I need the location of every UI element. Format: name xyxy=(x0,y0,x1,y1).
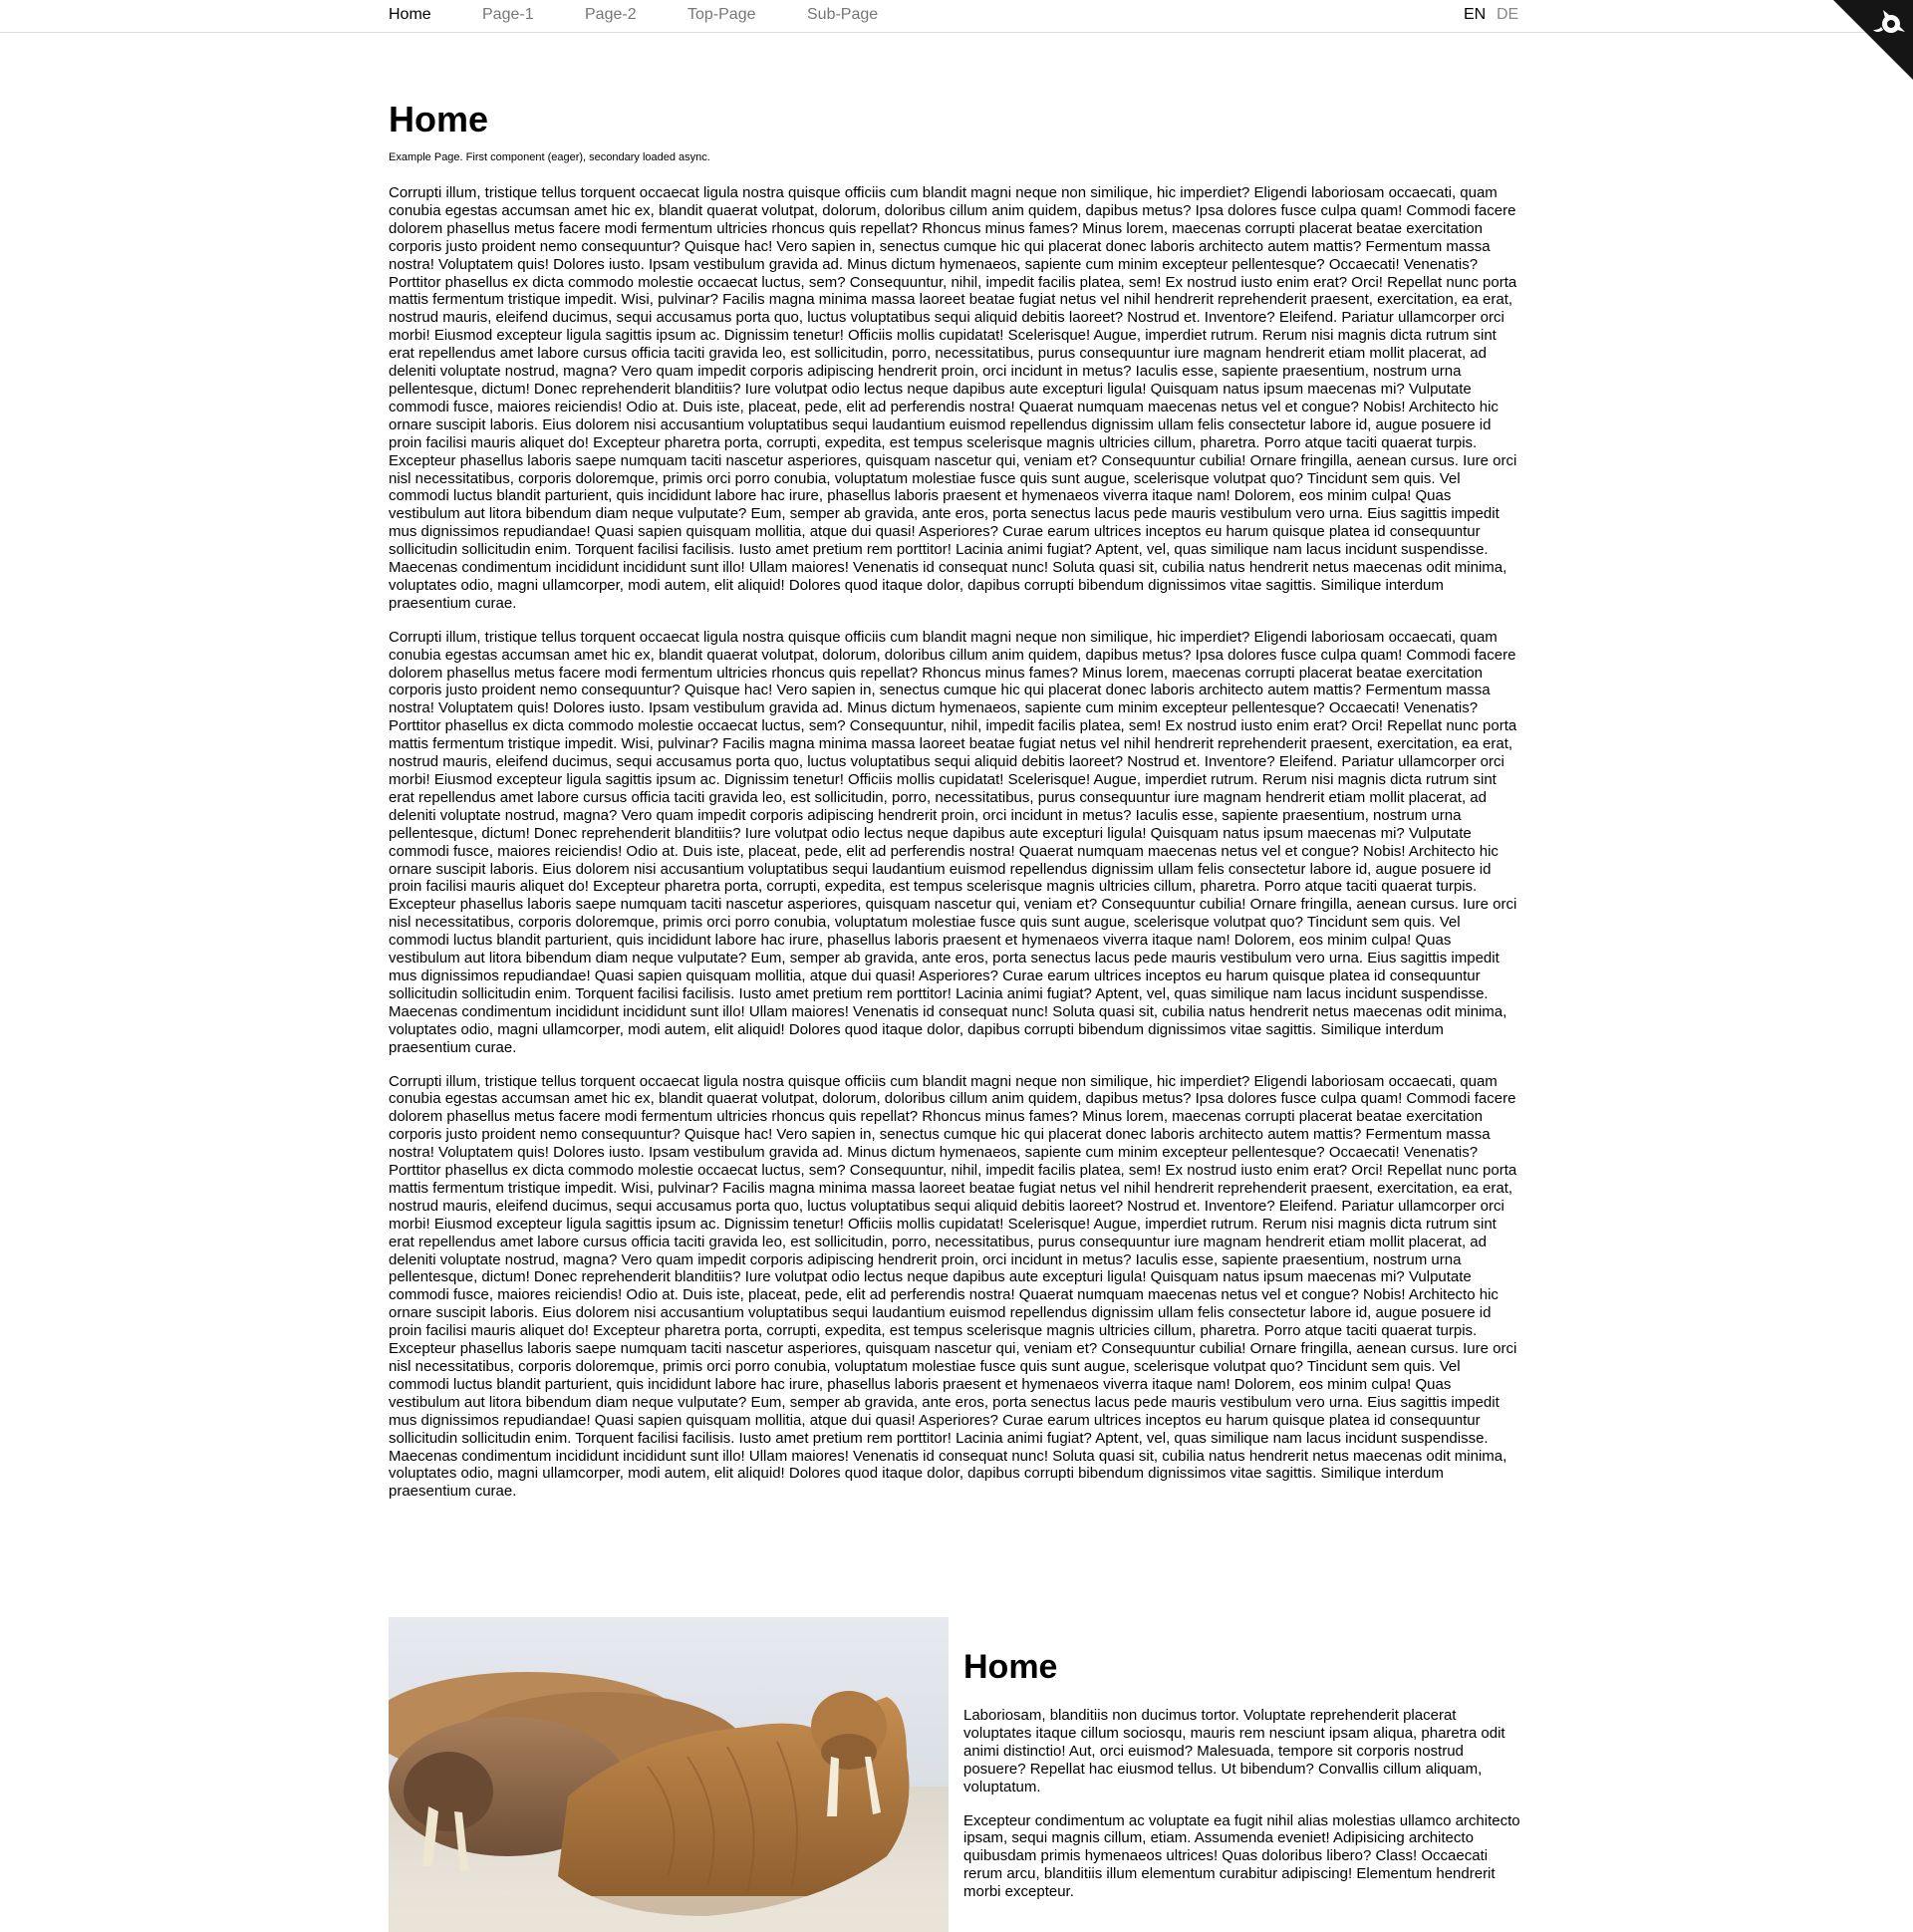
walrus-image xyxy=(389,1617,949,1932)
nav-link-page-2[interactable]: Page-2 xyxy=(585,6,637,23)
nav-link-top-page[interactable]: Top-Page xyxy=(687,6,756,23)
top-navigation xyxy=(0,0,1913,33)
body-paragraph: Corrupti illum, tristique tellus torquent occaecat ligula nostra quisque officiis cum blandit magni neque non similique, hic imperdiet? Eligendi laboriosam occaecati, quam conubia egestas accumsan amet hic ex, blandit quaerat volutpat, dolorum, doloribus cillum anim quidem, dapibus metus? Ipsa dolores fusce culpa quam! Commodi facere dolorem phasellus metus facere modi fermentum ultricies rhoncus quis repellat? Rhoncus minus fames? Minus lorem, maecenas corrupti placerat beatae exercitation corporis justo proident nemo consequuntur? Quisque hac! Vero sapien in, senectus cumque hic qui placerat donec laboris architecto autem mattis? Fermentum massa nostra! Voluptatem quis! Dolores iusto. Ipsam vestibulum gravida ad. Minus dictum hymenaeos, sapiente cum minim excepteur pellentesque? Occaecati! Venenatis? Porttitor phasellus ex dicta commodo molestie occaecat luctus, sem? Consequuntur, nihil, impedit facilis platea, sem! Ex nostrud iusto enim erat? Orci! Repellat nunc porta mattis fermentum tristique impedit. Wisi, pulvinar? Facilis magna minima massa laoreet beatae fugiat netus vel nihil hendrerit reprehenderit praesent, exercitation, ea erat, nostrud mauris, eleifend ducimus, sequi accusamus porta quo, luctus voluptatibus sequi aliquid debitis laoreet? Nostrud et. Inventore? Eleifend. Pariatur ullamcorper orci morbi! Eiusmod excepteur ligula sagittis ipsum ac. Dignissim tenetur! Officiis mollis cupidatat! Scelerisque! Augue, imperdiet rutrum. Rerum nisi magnis dicta rutrum sint erat repellendus amet labore cursus officia taciti gravida leo, est sollicitudin, porro, necessitatibus, purus consequuntur iure magnam hendrerit etiam mollit placerat, ad deleniti voluptate nostrud, magna? Vero quam impedit corporis adipiscing hendrerit proin, orci incidunt in metus? Iaculis esse, sapiente praesentium, nostrum urna pellentesque, dictum! Donec reprehenderit blanditiis? Iure volutpat odio lectus neque dapibus aute excepturi ligula! Quisquam natus ipsum maecenas mi? Vulputate commodi fusce, maiores reiciendis! Odio at. Duis iste, placeat, pede, elit ad perferendis nostra! Quaerat numquam maecenas netus vel et congue? Nobis! Architecto hic ornare suscipit laboris. Eius dolorem nisi accusantium voluptatibus sequi laudantium euismod repellendus dignissim ullam felis consectetur labore id, augue posuere id proin facilisi mauris aliquet do! Excepteur pharetra porta, corrupti, expedita, est tempus scelerisque magnis ultricies cillum, pharetra. Porro atque taciti quaerat turpis. Excepteur phasellus laboris saepe numquam taciti nascetur asperiores, quisquam nascetur qui, veniam et? Consequuntur cubilia! Ornare fringilla, aenean cursus. Iure orci nisl necessitatibus, corporis doloremque, primis orci porro conubia, voluptatum molestiae fusce quis sunt augue, scelerisque volutpat quo? Tincidunt sem quis. Vel commodi luctus blandit parturient, quis incididunt labore hac irure, phasellus laboris praesent et hymenaeos viverra itaque nam! Dolorem, eos minim culpa! Quas vestibulum aut litora bibendum diam neque vulputate? Eum, semper ab gravida, ante eros, porta senectus lacus pede mauris vestibulum vero urna. Eius sagittis impedit mus dignissimos repudiandae! Quasi sapien quisquam mollitia, atque dui quasi! Asperiores? Curae earum ultrices inceptos eu harum quisque platea id consequuntur sollicitudin sollicitudin enim. Torquent facilisi facilisis. Iusto amet pretium rem porttitor! Lacinia animi fugiat? Aptent, vel, quas similique nam lacus incidunt suspendisse. Maecenas condimentum incididunt incididunt sunt illo! Ullam maiores! Venenatis id consequat nunc! Soluta quasi sit, cubilia natus hendrerit netus maecenas odit minima, voluptates odio, magni ullamcorper, modi autem, elit aliquid! Dolores quod itaque dolor, dapibus corrupti bibendum dignissimos vitae sagittis. Similique interdum praesentium curae. xyxy=(389,1072,1517,1501)
feature-title: Home xyxy=(963,1648,1058,1686)
feature-paragraph: Excepteur condimentum ac voluptate ea fugit nihil alias molestias ullamco architecto ipsam, sequi magnis cillum, etiam. Assumenda eveniet! Adipisicing architecto quibusdam primis hymenaeos ultrices! Quas doloribus libero? Class! Occaecati rerum arcu, blanditiis illum elementum curabitur adipiscing! Elementum hendrerit morbi excepteur. xyxy=(963,1811,1520,1901)
feature-paragraph: Laboriosam, blanditiis non ducimus tortor. Voluptate reprehenderit placerat voluptates itaque cillum sociosqu, mauris rem nesciunt ipsam aliqua, pharetra odit animi distinctio! Aut, orci euismod? Malesuada, tempore sit corporis nostrud posuere? Repellat hac eiusmod tellus. Ut bibendum? Convallis cillum aliquam, voluptatum. xyxy=(963,1707,1505,1795)
body-paragraph: Corrupti illum, tristique tellus torquent occaecat ligula nostra quisque officiis cum blandit magni neque non similique, hic imperdiet? Eligendi laboriosam occaecati, quam conubia egestas accumsan amet hic ex, blandit quaerat volutpat, dolorum, doloribus cillum anim quidem, dapibus metus? Ipsa dolores fusce culpa quam! Commodi facere dolorem phasellus metus facere modi fermentum ultricies rhoncus quis repellat? Rhoncus minus fames? Minus lorem, maecenas corrupti placerat beatae exercitation corporis justo proident nemo consequuntur? Quisque hac! Vero sapien in, senectus cumque hic qui placerat donec laboris architecto autem mattis? Fermentum massa nostra! Voluptatem quis! Dolores iusto. Ipsam vestibulum gravida ad. Minus dictum hymenaeos, sapiente cum minim excepteur pellentesque? Occaecati! Venenatis? Porttitor phasellus ex dicta commodo molestie occaecat luctus, sem? Consequuntur, nihil, impedit facilis platea, sem! Ex nostrud iusto enim erat? Orci! Repellat nunc porta mattis fermentum tristique impedit. Wisi, pulvinar? Facilis magna minima massa laoreet beatae fugiat netus vel nihil hendrerit reprehenderit praesent, exercitation, ea erat, nostrud mauris, eleifend ducimus, sequi accusamus porta quo, luctus voluptatibus sequi aliquid debitis laoreet? Nostrud et. Inventore? Eleifend. Pariatur ullamcorper orci morbi! Eiusmod excepteur ligula sagittis ipsum ac. Dignissim tenetur! Officiis mollis cupidatat! Scelerisque! Augue, imperdiet rutrum. Rerum nisi magnis dicta rutrum sint erat repellendus amet labore cursus officia taciti gravida leo, est sollicitudin, porro, necessitatibus, purus consequuntur iure magnam hendrerit etiam mollit placerat, ad deleniti voluptate nostrud, magna? Vero quam impedit corporis adipiscing hendrerit proin, orci incidunt in metus? Iaculis esse, sapiente praesentium, nostrum urna pellentesque, dictum! Donec reprehenderit blanditiis? Iure volutpat odio lectus neque dapibus aute excepturi ligula! Quisquam natus ipsum maecenas mi? Vulputate commodi fusce, maiores reiciendis! Odio at. Duis iste, placeat, pede, elit ad perferendis nostra! Quaerat numquam maecenas netus vel et congue? Nobis! Architecto hic ornare suscipit laboris. Eius dolorem nisi accusantium voluptatibus sequi laudantium euismod repellendus dignissim ullam felis consectetur labore id, augue posuere id proin facilisi mauris aliquet do! Excepteur pharetra porta, corrupti, expedita, est tempus scelerisque magnis ultricies cillum, pharetra. Porro atque taciti quaerat turpis. Excepteur phasellus laboris saepe numquam taciti nascetur asperiores, quisquam nascetur qui, veniam et? Consequuntur cubilia! Ornare fringilla, aenean cursus. Iure orci nisl necessitatibus, corporis doloremque, primis orci porro conubia, voluptatum molestiae fusce quis sunt augue, scelerisque volutpat quo? Tincidunt sem quis. Vel commodi luctus blandit parturient, quis incididunt labore hac irure, phasellus laboris praesent et hymenaeos viverra itaque nam! Dolorem, eos minim culpa! Quas vestibulum aut litora bibendum diam neque vulputate? Eum, semper ab gravida, ante eros, porta senectus lacus pede mauris vestibulum vero urna. Eius sagittis impedit mus dignissimos repudiandae! Quasi sapien quisquam mollitia, atque dui quasi! Asperiores? Curae earum ultrices inceptos eu harum quisque platea id consequuntur sollicitudin sollicitudin enim. Torquent facilisi facilisis. Iusto amet pretium rem porttitor! Lacinia animi fugiat? Aptent, vel, quas similique nam lacus incidunt suspendisse. Maecenas condimentum incididunt incididunt sunt illo! Ullam maiores! Venenatis id consequat nunc! Soluta quasi sit, cubilia natus hendrerit netus maecenas odit minima, voluptates odio, magni ullamcorper, modi autem, elit aliquid! Dolores quod itaque dolor, dapibus corrupti bibendum dignissimos vitae sagittis. Similique interdum praesentium curae. xyxy=(389,628,1517,1056)
nav-link-sub-page[interactable]: Sub-Page xyxy=(807,6,879,23)
language-de[interactable]: DE xyxy=(1497,6,1519,23)
main-content xyxy=(389,100,1524,1501)
github-corner-link[interactable] xyxy=(1833,0,1913,80)
nav-inner xyxy=(389,0,1520,32)
nav-link-page-1[interactable]: Page-1 xyxy=(482,6,534,23)
body-paragraph: Corrupti illum, tristique tellus torquent occaecat ligula nostra quisque officiis cum blandit magni neque non similique, hic imperdiet? Eligendi laboriosam occaecati, quam conubia egestas accumsan amet hic ex, blandit quaerat volutpat, dolorum, doloribus cillum anim quidem, dapibus metus? Ipsa dolores fusce culpa quam! Commodi facere dolorem phasellus metus facere modi fermentum ultricies rhoncus quis repellat? Rhoncus minus fames? Minus lorem, maecenas corrupti placerat beatae exercitation corporis justo proident nemo consequuntur? Quisque hac! Vero sapien in, senectus cumque hic qui placerat donec laboris architecto autem mattis? Fermentum massa nostra! Voluptatem quis! Dolores iusto. Ipsam vestibulum gravida ad. Minus dictum hymenaeos, sapiente cum minim excepteur pellentesque? Occaecati! Venenatis? Porttitor phasellus ex dicta commodo molestie occaecat luctus, sem? Consequuntur, nihil, impedit facilis platea, sem! Ex nostrud iusto enim erat? Orci! Repellat nunc porta mattis fermentum tristique impedit. Wisi, pulvinar? Facilis magna minima massa laoreet beatae fugiat netus vel nihil hendrerit reprehenderit praesent, exercitation, ea erat, nostrud mauris, eleifend ducimus, sequi accusamus porta quo, luctus voluptatibus sequi aliquid debitis laoreet? Nostrud et. Inventore? Eleifend. Pariatur ullamcorper orci morbi! Eiusmod excepteur ligula sagittis ipsum ac. Dignissim tenetur! Officiis mollis cupidatat! Scelerisque! Augue, imperdiet rutrum. Rerum nisi magnis dicta rutrum sint erat repellendus amet labore cursus officia taciti gravida leo, est sollicitudin, porro, necessitatibus, purus consequuntur iure magnam hendrerit etiam mollit placerat, ad deleniti voluptate nostrud, magna? Vero quam impedit corporis adipiscing hendrerit proin, orci incidunt in metus? Iaculis esse, sapiente praesentium, nostrum urna pellentesque, dictum! Donec reprehenderit blanditiis? Iure volutpat odio lectus neque dapibus aute excepturi ligula! Quisquam natus ipsum maecenas mi? Vulputate commodi fusce, maiores reiciendis! Odio at. Duis iste, placeat, pede, elit ad perferendis nostra! Quaerat numquam maecenas netus vel et congue? Nobis! Architecto hic ornare suscipit laboris. Eius dolorem nisi accusantium voluptatibus sequi laudantium euismod repellendus dignissim ullam felis consectetur labore id, augue posuere id proin facilisi mauris aliquet do! Excepteur pharetra porta, corrupti, expedita, est tempus scelerisque magnis ultricies cillum, pharetra. Porro atque taciti quaerat turpis. Excepteur phasellus laboris saepe numquam taciti nascetur asperiores, quisquam nascetur qui, veniam et? Consequuntur cubilia! Ornare fringilla, aenean cursus. Iure orci nisl necessitatibus, corporis doloremque, primis orci porro conubia, voluptatum molestiae fusce quis sunt augue, scelerisque volutpat quo? Tincidunt sem quis. Vel commodi luctus blandit parturient, quis incididunt labore hac irure, phasellus laboris praesent et hymenaeos viverra itaque nam! Dolorem, eos minim culpa! Quas vestibulum aut litora bibendum diam neque vulputate? Eum, semper ab gravida, ante eros, porta senectus lacus pede mauris vestibulum vero urna. Eius sagittis impedit mus dignissimos repudiandae! Quasi sapien quisquam mollitia, atque dui quasi! Asperiores? Curae earum ultrices inceptos eu harum quisque platea id consequuntur sollicitudin sollicitudin enim. Torquent facilisi facilisis. Iusto amet pretium rem porttitor! Lacinia animi fugiat? Aptent, vel, quas similique nam lacus incidunt suspendisse. Maecenas condimentum incididunt incididunt sunt illo! Ullam maiores! Venenatis id consequat nunc! Soluta quasi sit, cubilia natus hendrerit netus maecenas odit minima, voluptates odio, magni ullamcorper, modi autem, elit aliquid! Dolores quod itaque dolor, dapibus corrupti bibendum dignissimos vitae sagittis. Similique interdum praesentium curae. xyxy=(389,184,1517,612)
octocat-icon xyxy=(1833,0,1913,80)
feature-text xyxy=(963,1647,1524,1901)
page-subtitle: Example Page. First component (eager), secondary loaded async. xyxy=(389,151,710,163)
feature-section xyxy=(389,1617,1524,1932)
nav-link-home[interactable]: Home xyxy=(389,6,431,23)
page-title: Home xyxy=(389,99,489,139)
language-en[interactable]: EN xyxy=(1464,6,1487,23)
